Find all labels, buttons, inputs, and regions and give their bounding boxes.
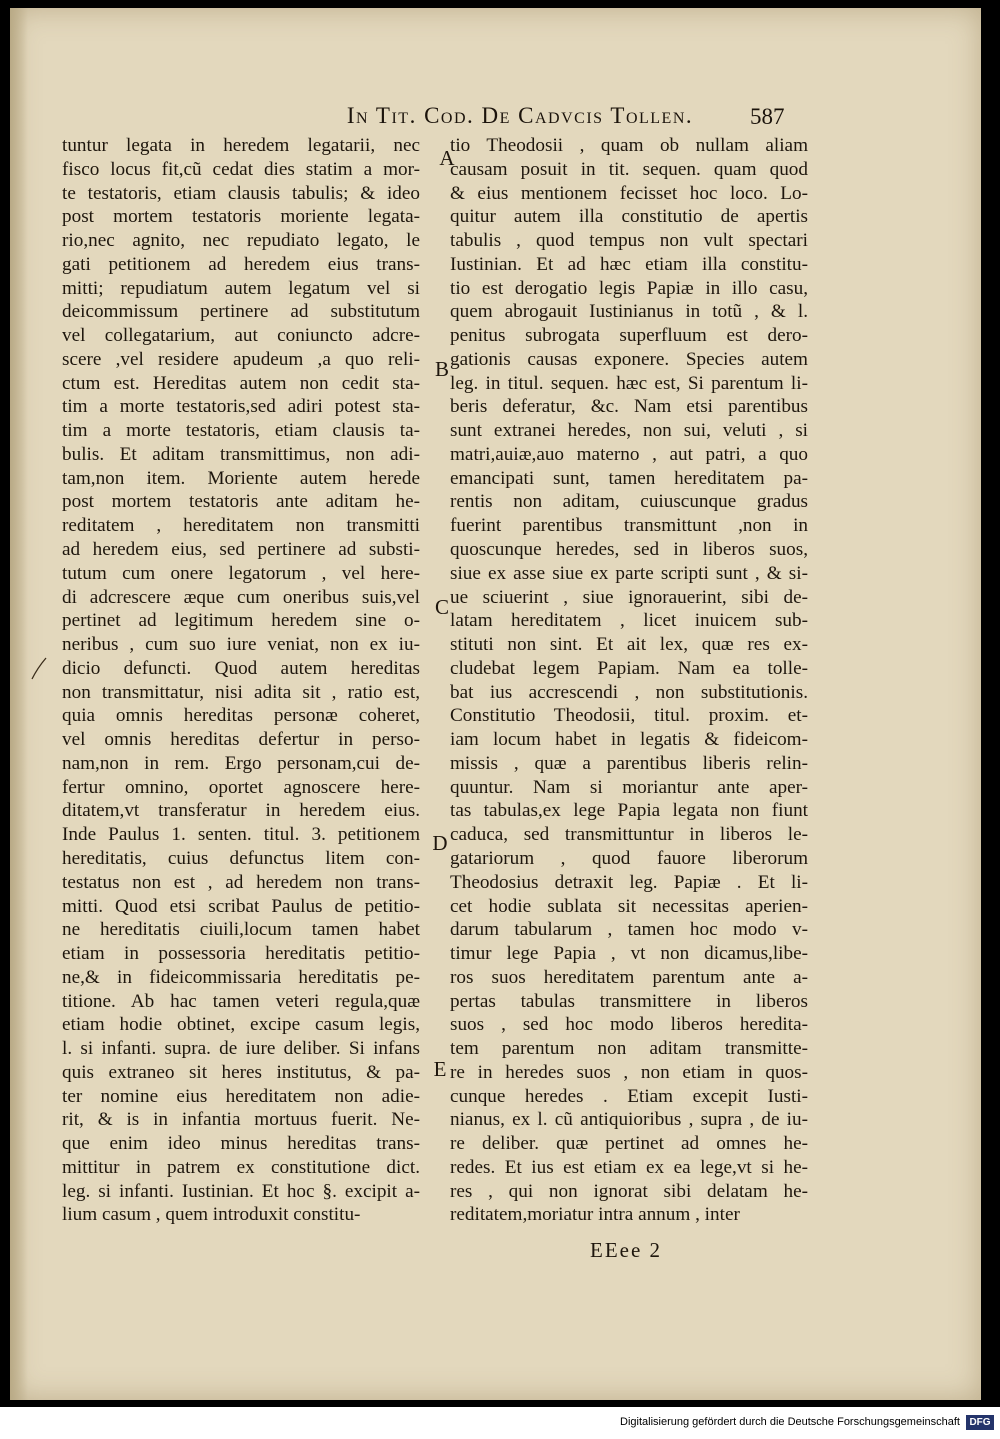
text-line: etiam hodie obtinet, excipe casum legis, bbox=[62, 1014, 420, 1036]
text-line: ue sciuerint , siue ignorauerint, sibi de- bbox=[450, 586, 808, 608]
text-line: gationis causas exponere. Species autem bbox=[450, 348, 808, 370]
text-line: post mortem testatoris moriente legata- bbox=[62, 206, 420, 228]
text-line: ter nomine eius hereditatem non adie- bbox=[62, 1085, 420, 1107]
text-line: emancipati sunt, tamen hereditatem pa- bbox=[450, 467, 808, 489]
text-line: quis extraneo sit heres institutus, & pa- bbox=[62, 1061, 420, 1083]
pen-mark-icon bbox=[28, 655, 50, 681]
text-line: rit, & is in infantia mortuus fuerit. Ne- bbox=[62, 1109, 420, 1131]
running-header: In Tit. Cod. De Cadvcis Tollen. bbox=[346, 103, 694, 128]
text-line: re in heredes suos , non etiam in quos- bbox=[450, 1061, 808, 1083]
text-line: hereditatis, cuius defunctus litem con- bbox=[62, 847, 420, 869]
text-line: caduca, sed transmittuntur in liberos le- bbox=[450, 824, 808, 846]
text-line: nianus, ex l. cũ antiquioribus , supra , de iu- bbox=[450, 1109, 808, 1131]
text-line: re deliber. quæ pertinet ad omnes he- bbox=[450, 1133, 808, 1155]
text-line: que enim ideo minus hereditas trans- bbox=[62, 1133, 420, 1155]
text-line: tim a morte testatoris,sed adiri potest sta- bbox=[62, 396, 420, 418]
text-line: Iustinian. Et ad hæc etiam illa constitu- bbox=[450, 253, 808, 275]
margin-letter-a: A bbox=[439, 146, 455, 170]
text-line: Theodosius detraxit leg. Papiæ . Et li- bbox=[450, 871, 808, 893]
text-line: ne,& in fideicommissaria hereditatis pe- bbox=[62, 966, 420, 988]
funding-credit: Digitalisierung gefördert durch die Deutsche Forschungsgemeinschaft bbox=[620, 1416, 960, 1428]
text-line: te testatoris, etiam clausis tabulis; & ideo bbox=[62, 182, 420, 204]
text-line: quem abrogauit Iustinianus in totũ , & l. bbox=[450, 301, 808, 323]
text-line: testatus non est , ad heredem non trans- bbox=[62, 871, 420, 893]
text-line: missis , quæ a parentibus liberis relin- bbox=[450, 752, 808, 774]
text-line: darum tabularum , tamen hoc modo v- bbox=[450, 919, 808, 941]
text-line: quitur autem illa constitutio de apertis bbox=[450, 206, 808, 228]
text-line: vel omnis hereditas defertur in perso- bbox=[62, 729, 420, 751]
margin-letter-b: B bbox=[434, 357, 449, 381]
text-line: ctum est. Hereditas autem non cedit sta- bbox=[62, 372, 420, 394]
text-line: & eius mentionem fecisset hoc loco. Lo- bbox=[450, 182, 808, 204]
text-line: rio,nec agnito, nec repudiato legato, le bbox=[62, 230, 420, 252]
text-line: ditatem,vt transferatur in heredem eius. bbox=[62, 800, 420, 822]
dfg-logo: DFG bbox=[966, 1415, 994, 1430]
text-line: bat ius accrescendi , non substitutionis. bbox=[450, 681, 808, 703]
text-line: leg. si infanti. Iustinian. Et hoc §. excipit a- bbox=[62, 1180, 420, 1202]
digitization-footer bbox=[0, 1407, 1000, 1439]
signature-mark: EEee 2 bbox=[590, 1238, 663, 1262]
text-line: cet hodie sublata sit necessitas aperien- bbox=[450, 895, 808, 917]
text-line: dicio defuncti. Quod autem hereditas bbox=[62, 657, 420, 679]
text-line: reditatem , hereditatem non transmitti bbox=[62, 515, 420, 537]
left-text-column bbox=[62, 134, 420, 1227]
text-line: tio est derogatio legis Papiæ in illo casu, bbox=[450, 277, 808, 299]
text-line: stituti non sint. Et ait lex, quæ res ex- bbox=[450, 634, 808, 656]
text-line: deicommissum pertinere ad substitutum bbox=[62, 301, 420, 323]
text-line: matri,auiæ,auo materno , aut patri, a quo bbox=[450, 443, 808, 465]
text-line: quuntur. Nam si moriantur ante aper- bbox=[450, 776, 808, 798]
text-line: Inde Paulus 1. senten. titul. 3. petitionem bbox=[62, 824, 420, 846]
text-line: tio Theodosii , quam ob nullam aliam bbox=[450, 135, 808, 156]
text-line: fuerint parentibus transmittunt ,non in bbox=[450, 515, 808, 537]
text-line: mitti; repudiatum autem legatum vel si bbox=[62, 277, 420, 299]
text-line: latam hereditatem , licet inuicem sub- bbox=[450, 610, 808, 632]
text-line: vel collegatarium, aut coniuncto adcre- bbox=[62, 325, 420, 347]
text-line: quoscunque heredes, sed in liberos suos, bbox=[450, 539, 808, 561]
text-line: nam,non in rem. Ergo personam,cui de- bbox=[62, 752, 420, 774]
text-line: lium casum , quem introduxit constitu- bbox=[62, 1204, 361, 1226]
text-line: pertas tabulas transmittere in liberos bbox=[450, 990, 808, 1012]
text-line: ne hereditatis ciuili,locum tamen habet bbox=[62, 919, 420, 941]
text-line: beris deferatur, &c. Nam etsi parentibus bbox=[450, 396, 808, 418]
text-line: tuntur legata in heredem legatarii, nec bbox=[62, 135, 420, 156]
text-line: l. si infanti. supra. de iure deliber. Si infans bbox=[62, 1038, 420, 1060]
text-line: scere ,vel residere apudeum ,a quo reli- bbox=[62, 348, 420, 370]
text-line: suos , sed hoc modo liberos heredita- bbox=[450, 1014, 808, 1036]
text-line: timur lege Papia , vt non dicamus,libe- bbox=[450, 943, 808, 965]
text-line: tas tabulas,ex lege Papia legata non fiunt bbox=[450, 800, 808, 822]
text-line: tam,non item. Moriente autem herede bbox=[62, 467, 420, 489]
text-line: ad heredem eius, sed pertinere ad substi- bbox=[62, 539, 420, 561]
text-line: tutum cum onere legatorum , vel here- bbox=[62, 562, 420, 584]
text-line: rentis non aditam, cuiuscunque gradus bbox=[450, 491, 808, 513]
page-number: 587 bbox=[750, 104, 785, 129]
text-line: tim a morte testatoris, etiam clausis ta- bbox=[62, 420, 420, 442]
text-line: post mortem testatoris ante aditam he- bbox=[62, 491, 420, 513]
text-line: mittitur in patrem ex constitutione dict. bbox=[62, 1156, 420, 1178]
text-line: fisco locus fit,cũ cedat dies statim a mor- bbox=[62, 158, 420, 180]
text-line: Constitutio Theodosii, titul. proxim. et- bbox=[450, 705, 808, 727]
text-line: non transmittatur, nisi adita sit , ratio est, bbox=[62, 681, 420, 703]
page-gutter-shadow bbox=[10, 8, 28, 1400]
text-line: iam locum habet in legatis & fideicom- bbox=[450, 729, 808, 751]
text-line: gati petitionem ad heredem eius trans- bbox=[62, 253, 420, 275]
text-line: sunt extranei heredes, non sui, veluti , si bbox=[450, 420, 808, 442]
text-line: reditatem,moriatur intra annum , inter bbox=[450, 1204, 740, 1226]
margin-letter-e: E bbox=[433, 1057, 447, 1081]
text-line: cunque heredes . Etiam excepit Iusti- bbox=[450, 1085, 808, 1107]
text-line: pertinet ad legitimum heredem sine o- bbox=[62, 610, 420, 632]
text-line: causam posuit in tit. sequen. quam quod bbox=[450, 158, 808, 180]
text-line: etiam in possessoria hereditatis petitio- bbox=[62, 943, 420, 965]
text-line: tem parentum non aditam transmitte- bbox=[450, 1038, 808, 1060]
text-line: ros suos hereditatem parentum ante a- bbox=[450, 966, 808, 988]
text-line: fertur omnino, oportet agnoscere here- bbox=[62, 776, 420, 798]
text-line: leg. in titul. sequen. hæc est, Si parentum li- bbox=[450, 372, 808, 394]
text-line: gatariorum , quod fauore liberorum bbox=[450, 847, 808, 869]
text-line: mitti. Quod etsi scribat Paulus de petitio- bbox=[62, 895, 420, 917]
right-text-column bbox=[450, 134, 808, 1227]
text-line: di adcrescere æque cum oneribus suis,vel bbox=[62, 586, 420, 608]
text-line: redes. Et ius est etiam ex ea lege,vt si he- bbox=[450, 1156, 808, 1178]
margin-letter-c: C bbox=[434, 595, 449, 619]
margin-letter-d: D bbox=[432, 831, 448, 855]
text-line: penitus subrogata superfluum est dero- bbox=[450, 325, 808, 347]
text-line: cludebat legem Papiam. Nam ea tolle- bbox=[450, 657, 808, 679]
text-line: quia omnis hereditas personæ coheret, bbox=[62, 705, 420, 727]
text-line: bulis. Et aditam transmittimus, non adi- bbox=[62, 443, 420, 465]
text-line: tabulis , quod tempus non vult spectari bbox=[450, 230, 808, 252]
text-line: res , qui non ignorat sibi delatam he- bbox=[450, 1180, 808, 1202]
text-line: titione. Ab hac tamen veteri regula,quæ bbox=[62, 990, 420, 1012]
text-line: siue ex asse siue ex parte scripti sunt , & si- bbox=[450, 562, 808, 584]
text-line: neribus , cum suo iure veniat, non ex iu- bbox=[62, 634, 420, 656]
